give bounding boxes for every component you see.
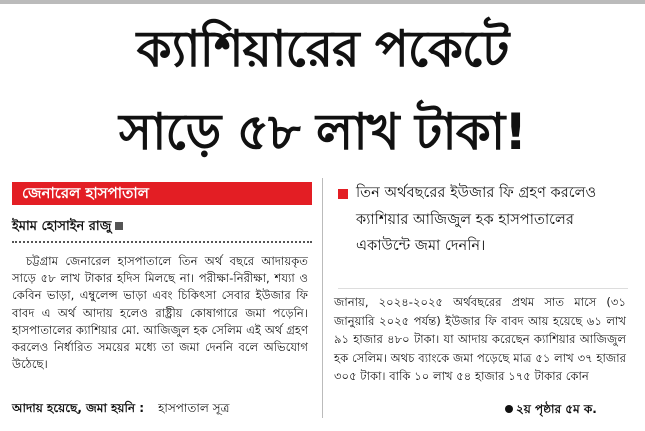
left-footer bbox=[12, 400, 229, 420]
column-divider bbox=[322, 178, 323, 418]
footer-label: আদায় হয়েছে, জমা হয়নি : bbox=[12, 401, 145, 415]
dotted-divider bbox=[12, 241, 312, 243]
section-label: জেনারেল হাসপাতাল bbox=[22, 184, 149, 202]
footer-source: হাসপাতাল সূত্র bbox=[158, 401, 230, 415]
square-bullet-icon bbox=[115, 222, 123, 230]
top-rule bbox=[0, 0, 645, 4]
dot-bullet-icon bbox=[505, 405, 513, 413]
byline bbox=[12, 217, 123, 238]
body-paragraph: চট্টগ্রাম জেনারেল হাসপাতালে তিন অর্থ বছরে আদায়কৃত সাড়ে ৫৮ লাখ টাকার হদিস মিলছে না। পরীক্ষা-নিরীক্ষা, শয্যা ও কেবিন ভাড়া, এম্বুলেন্স ভাড়া এবং চিকিৎসা সেবার ইউজার ফি বাবদ এ অর্থ আদায় হলেও রাষ্ট্রীয় কোষাগারে জমা পড়েনি। হাসপাতালের ক্যাশিয়ার মো. আজিজুল হক সেলিম এই অর্থ গ্রহণ করলেও নির্ধারিত সময়ের মধ্যে তা জমা দেননি বলে অভিযোগ উঠেছে। bbox=[12, 254, 308, 372]
body-paragraph-right: জানায়, ২০২৪-২০২৫ অর্থবছরের প্রথম সাত মাসে (৩১ জানুয়ারি ২০২৫ পর্যন্ত) ইউজার ফি বাবদ আয় হয়েছে ৬১ লাখ ৯১ হাজার ৪৮০ টাকা। যা আদায় করেছেন ক্যাশিয়ার আজিজুল হক সেলিম। অথচ ব্যাংকে জমা পড়েছে মাত্র ৫১ লাখ ৩৭ হাজার ৩০৫ টাকা। বাকি ১০ লাখ ৫৪ হাজার ১৭৫ টাকার কোন bbox=[334, 295, 626, 383]
deck-rule bbox=[338, 288, 628, 289]
red-square-bullet-icon bbox=[338, 189, 348, 199]
headline-line-2: সাড়ে ৫৮ লাখ টাকা! bbox=[118, 103, 527, 161]
deck: তিন অর্থবছরের ইউজার ফি গ্রহণ করলেও ক্যাশিয়ার আজিজুল হক হাসপাতালের একাউন্টে জমা দেননি। bbox=[356, 184, 597, 254]
jump-text: ২য় পৃষ্ঠার ৫ম ক. bbox=[516, 402, 597, 416]
byline-text: ইমাম হোসাইন রাজু bbox=[12, 219, 112, 234]
headline-line-1: ক্যাশিয়ারের পকেটে bbox=[136, 20, 509, 78]
jump-line[interactable] bbox=[505, 401, 597, 421]
article-body-right bbox=[334, 293, 626, 386]
article-body-left bbox=[12, 253, 308, 373]
